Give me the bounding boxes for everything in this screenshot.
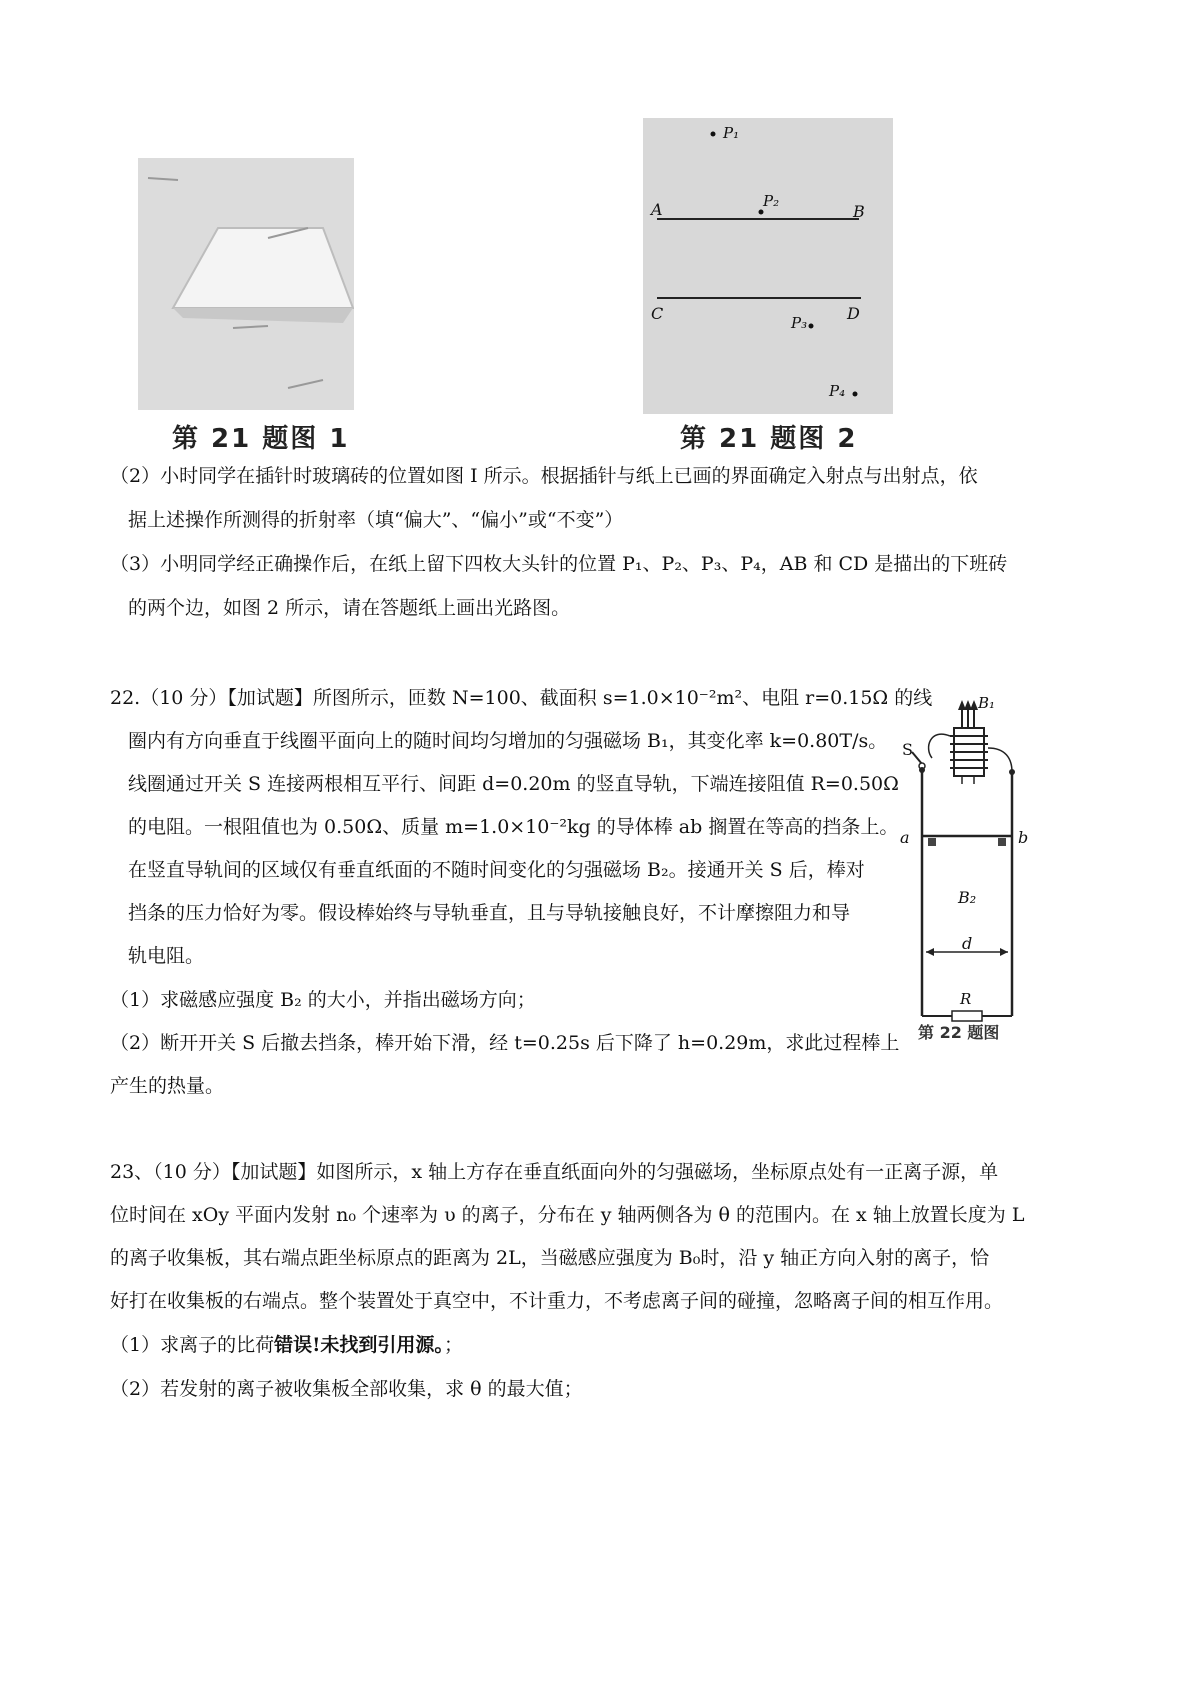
figure-22 <box>890 688 1040 1038</box>
q22-line3: 线圈通过开关 S 连接两根相互平行、间距 d=0.20m 的竖直导轨，下端连接阻值 R=0.50Ω <box>128 773 899 795</box>
q22-line5: 在竖直导轨间的区域仅有垂直纸面的不随时间变化的匀强磁场 B₂。接通开关 S 后，棒对 <box>128 859 865 881</box>
q23-part1-suffix: ； <box>443 1334 463 1356</box>
label-R: R <box>960 990 972 1008</box>
q23-line1: 23、（10 分）【加试题】如图所示，x 轴上方存在垂直纸面向外的匀强磁场，坐标原点处有一正离子源，单 <box>110 1161 999 1183</box>
label-P1: P₁ <box>723 124 740 142</box>
label-P2: P₂ <box>763 192 780 210</box>
label-d: d <box>962 934 973 953</box>
q22-part2-line1: （2）断开开关 S 后撤去挡条，棒开始下滑，经 t=0.25s 后下降了 h=0.29m，求此过程棒上 <box>110 1032 900 1054</box>
label-b: b <box>1018 828 1029 847</box>
label-a: a <box>900 828 910 847</box>
label-P4: P₄ <box>829 382 846 400</box>
q21-part3-line2: 的两个边，如图 2 所示，请在答题纸上画出光路图。 <box>128 597 571 619</box>
label-A: A <box>651 200 663 219</box>
figure-21-1 <box>138 158 354 410</box>
q23-part2: （2）若发射的离子被收集板全部收集，求 θ 的最大值； <box>110 1378 583 1400</box>
q21-part2-line1: （2）小时同学在插针时玻璃砖的位置如图 I 所示。根据插针与纸上已画的界面确定入射点与出射点，依 <box>110 465 978 487</box>
q22-line4: 的电阻。一根阻值也为 0.50Ω、质量 m=1.0×10⁻²kg 的导体棒 ab 搁置在等高的挡条上。 <box>128 816 899 838</box>
q23-line3: 的离子收集板，其右端点距坐标原点的距离为 2L，当磁感应强度为 B₀时，沿 y 轴正方向入射的离子，恰 <box>110 1247 990 1269</box>
reference-error: 错误!未找到引用源。 <box>274 1334 444 1356</box>
figure-21-2 <box>643 118 893 414</box>
q22-part1: （1）求磁感应强度 B₂ 的大小，并指出磁场方向； <box>110 989 536 1011</box>
label-B1: B₁ <box>978 694 996 712</box>
q22-line1: 22.（10 分）【加试题】所图所示，匝数 N=100、截面积 s=1.0×10⁻²m²、电阻 r=0.15Ω 的线 <box>110 687 933 709</box>
label-D: D <box>847 304 860 323</box>
label-P3: P₃ <box>791 314 808 332</box>
q23-part1-prefix: （1）求离子的比荷 <box>110 1334 275 1356</box>
figure-21-1-caption: 第 21 题图 1 <box>172 424 350 454</box>
q22-line6: 挡条的压力恰好为零。假设棒始终与导轨垂直，且与导轨接触良好，不计摩擦阻力和导 <box>128 902 851 924</box>
q23-part1 <box>110 1330 463 1360</box>
q22-line7: 轨电阻。 <box>128 945 205 967</box>
q23-line2: 位时间在 xOy 平面内发射 n₀ 个速率为 υ 的离子，分布在 y 轴两侧各为 θ 的范围内。在 x 轴上放置长度为 L <box>110 1204 1025 1226</box>
label-B: B <box>853 202 865 221</box>
label-B2: B₂ <box>958 888 977 907</box>
q22-line2: 圈内有方向垂直于线圈平面向上的随时间均匀增加的匀强磁场 B₁，其变化率 k=0.80T/s。 <box>128 730 888 752</box>
figure-22-caption: 第 22 题图 <box>918 1023 1000 1042</box>
light-path-diagram <box>643 118 893 414</box>
q21-part2-line2: 据上述操作所测得的折射率（填“偏大”、“偏小”或“不变”） <box>128 509 624 531</box>
label-C: C <box>651 304 664 323</box>
figure-21-2-caption: 第 21 题图 2 <box>680 424 858 454</box>
q21-part3-line1: （3）小明同学经正确操作后，在纸上留下四枚大头针的位置 P₁、P₂、P₃、P₄，AB 和 CD 是描出的下班砖 <box>110 553 1008 575</box>
glass-brick-photo <box>138 158 354 410</box>
label-S: S <box>902 740 913 759</box>
q23-line4: 好打在收集板的右端点。整个装置处于真空中，不计重力，不考虑离子间的碰撞，忽略离子间的相互作用。 <box>110 1290 1004 1312</box>
q22-part2-line2: 产生的热量。 <box>110 1075 225 1097</box>
